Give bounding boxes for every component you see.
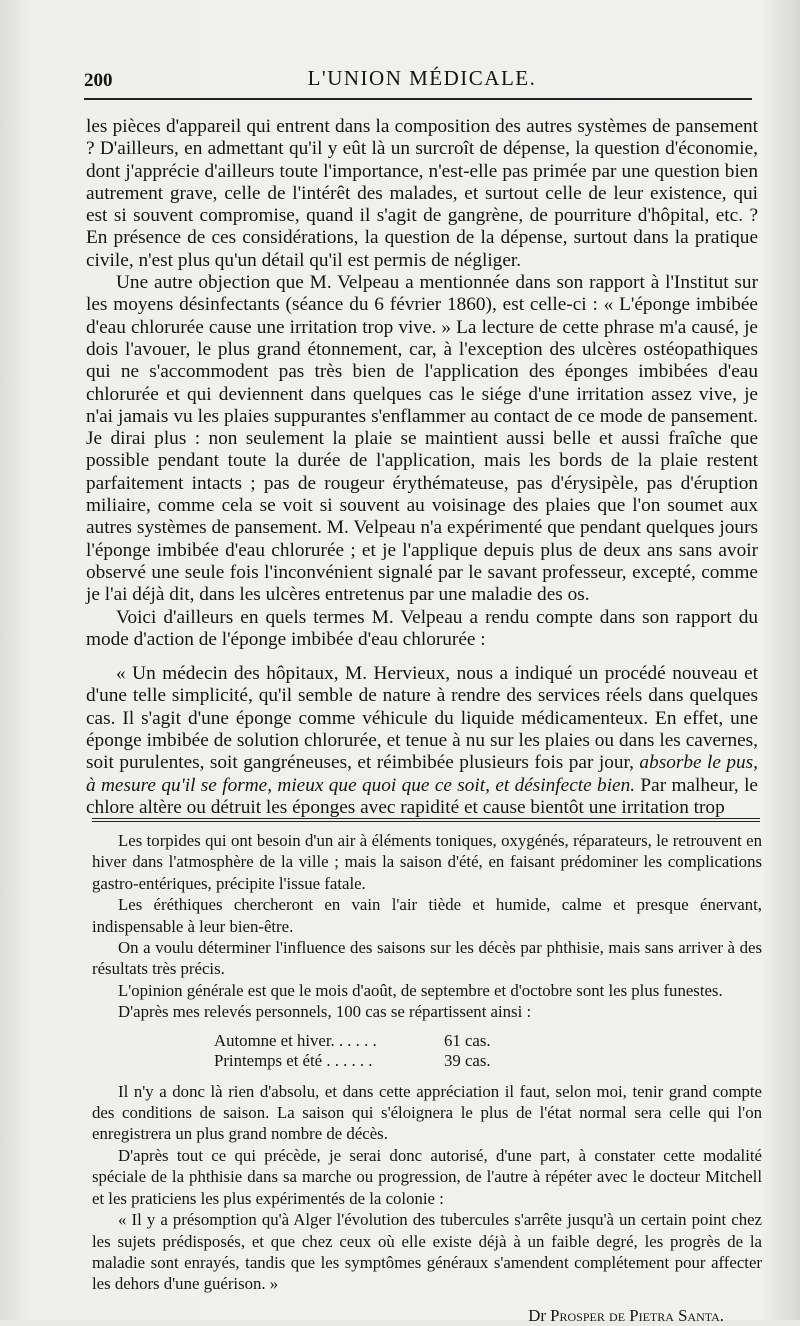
signature-name: Prosper de Pietra Santa. <box>550 1305 724 1325</box>
paragraph-3: Voici d'ailleurs en quels termes M. Velpeau a rendu compte dans son rapport du mode d'action de l'éponge imbibée d'eau chlorurée : <box>86 606 758 650</box>
stat-row <box>92 1051 762 1071</box>
quote-italic: absorbe le pus, à mesure qu'il se forme, mieux que quoi que ce soit, et désinfecte bien. <box>86 752 758 796</box>
note-paragraph-6: Il n'y a donc là rien d'absolu, et dans cette appréciation il faut, selon moi, tenir grand compte des conditions de saison. La saison qui s'éloignera le plus de l'état normal sera celle qui l'on enregistrera un plus grand nombre de décès. <box>92 1081 762 1144</box>
running-title: L'UNION MÉDICALE. <box>307 66 537 90</box>
stat-row <box>92 1031 762 1051</box>
stat-label: Printemps et été . . . . . . <box>214 1050 373 1070</box>
page-number: 200 <box>84 70 113 91</box>
stat-label: Automne et hiver. . . . . . <box>214 1030 377 1050</box>
note-paragraph-5: D'après mes relevés personnels, 100 cas se répartissent ainsi : <box>118 1002 532 1022</box>
footnote-rule <box>92 818 760 822</box>
stat-value: 61 cas. <box>444 1030 491 1050</box>
note-paragraph-8-quote: « Il y a présomption qu'à Alger l'évolution des tubercules s'arrête jusqu'à un certain point chez les sujets prédisposés, et que chez ceux où elle existe déjà à un faible degré, les progrès de la maladie sont enrayés, tandis que les symptômes généraux s'amendent complétement pour affecter les dehors d'une guérison. » <box>92 1210 762 1294</box>
signature <box>92 1305 762 1326</box>
header-rule <box>84 98 752 100</box>
note-paragraph-4: L'opinion générale est que le mois d'août, de septembre et d'octobre sont les plus funestes. <box>118 980 723 1000</box>
note-paragraph-1: Les torpides qui ont besoin d'un air à éléments toniques, oxygénés, réparateurs, le retrouvent en hiver dans l'atmosphère de la ville ; mais la saison d'été, en faisant prédominer les complications gastro-entériques, précipite l'issue fatale. <box>92 831 762 893</box>
quote-end: Par malheur, le chlore altère ou détruit les éponges avec rapidité et cause bientôt une irritation trop <box>86 774 758 818</box>
note-paragraph-2: Les éréthiques chercheront en vain l'air tiède et humide, calme et presque énervant, indispensable à leur bien-être. <box>92 895 762 936</box>
paragraph-2: Une autre objection que M. Velpeau a mentionnée dans son rapport à l'Institut sur les moyens désinfectants (séance du 6 février 1860), est celle-ci : « L'éponge imbibée d'eau chlorurée cause une irritation trop vive. » La lecture de cette phrase m'a causé, je dois l'avouer, le plus grand étonnement, car, à l'exception des ulcères ostéopathiques qui ne s'accommodent pas très bien de l'application des éponges imbibées d'eau chlorurée et qui deviennent dans quelques cas le siége d'une irritation assez vive, je n'ai jamais vu les plaies suppurantes s'enflammer au contact de ce mode de pansement. Je dirai plus : non seulement la plaie se maintient aussi belle et aussi fraîche que possible pendant toute la durée de l'application, mais les bords de la plaie restent parfaitement intacts ; pas de rougeur érythémateuse, pas d'érysipèle, pas d'éruption miliaire, comme cela se voit si souvent au voisinage des plaies que l'on soumet aux autres systèmes de pansement. M. Velpeau n'a expérimenté que pendant quelques jours l'éponge imbibée d'eau chlorurée ; et je l'applique depuis plus de deux ans sans avoir observé une seule fois l'inconvénient signalé par le savant professeur, excepté, comme je l'ai déjà dit, dans les ulcères entretenus par une maladie des os. <box>86 272 758 606</box>
paragraph-4-quote <box>86 663 758 819</box>
quote-start: « Un médecin des hôpitaux, M. Hervieux, nous a indiqué un procédé nouveau et d'une telle simplicité, qu'il semble de nature à rendre des services réels dans quelques cas. Il s'agit d'une éponge comme véhicule du liquide médicamenteux. En effet, une éponge imbibée de solution chlorurée, et tenue à nu sur les plaies ou dans les cavernes, soit purulentes, soit gangréneuses, et réimbibée plusieurs fois par jour, <box>86 663 758 774</box>
signature-title: Dr <box>528 1305 546 1325</box>
paragraph-1: les pièces d'appareil qui entrent dans la composition des autres systèmes de pansement ? D'ailleurs, en admettant qu'il y eût là un surcroît de dépense, la question d'économie, dont j'apprécie d'ailleurs toute l'importance, n'est-elle pas primée par une question bien autrement grave, celle de l'intérêt des malades, et surtout celle de leur existence, qui est si souvent compromise, quand il s'agit de gangrène, de pourriture d'hôpital, etc. ? En présence de ces considérations, la question de la dépense, surtout dans la pratique civile, n'est plus qu'un détail qu'il est permis de négliger. <box>86 116 758 271</box>
note-paragraph-3: On a voulu déterminer l'influence des saisons sur les décès par phthisie, mais sans arriver à des résultats très précis. <box>92 938 762 979</box>
main-text <box>86 116 758 819</box>
note-paragraph-7: D'après tout ce qui précède, je serai donc autorisé, d'une part, à constater cette modalité spéciale de la phthisie dans sa marche ou progression, de l'autre à répéter avec le docteur Mitchell et les praticiens les plus expérimentés de la colonie : <box>92 1145 762 1208</box>
season-stats-table <box>92 1031 762 1071</box>
stat-value: 39 cas. <box>444 1050 491 1070</box>
footnote-text <box>92 830 762 1326</box>
page-header <box>84 62 760 94</box>
